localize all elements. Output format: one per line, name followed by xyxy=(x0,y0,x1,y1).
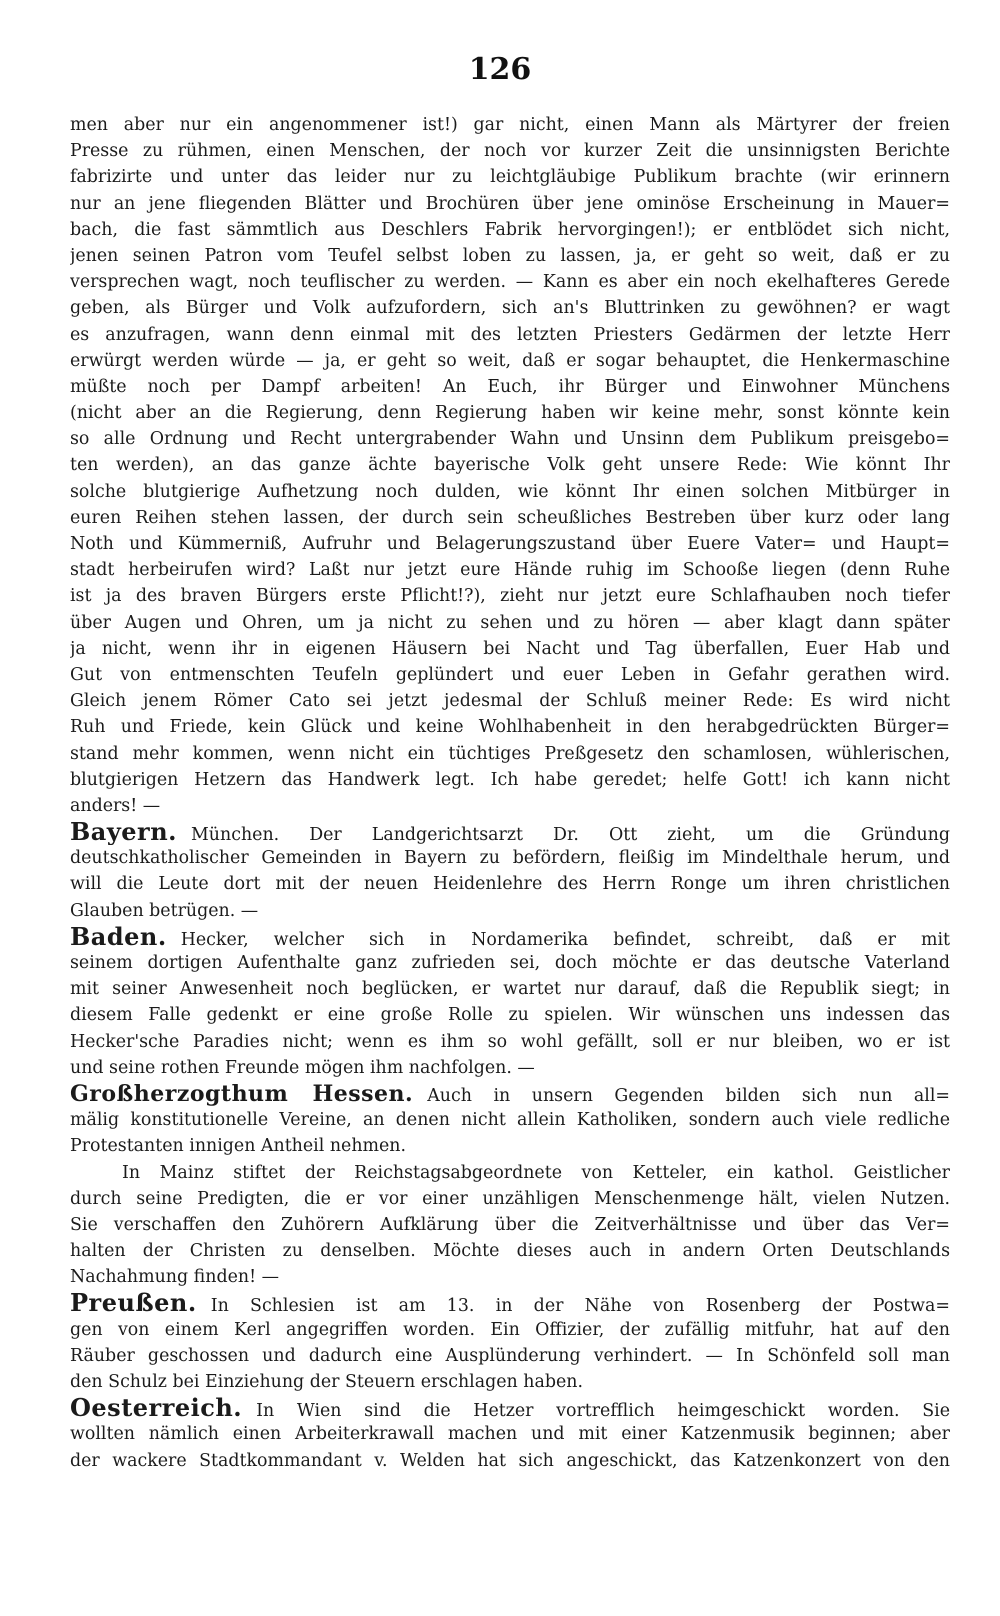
line-text: Hecker, welcher sich in Nordamerika befindet, schreibt, daß er mit xyxy=(180,929,950,950)
text-line xyxy=(70,1421,950,1447)
line-text: Noth und Kümmerniß, Aufruhr und Belagerungszustand über Euere Vater= und Haupt= xyxy=(70,534,950,554)
section-heading: Preußen. xyxy=(70,1290,197,1317)
line-text: solche blutgierige Aufhetzung noch dulden, wie könnt Ihr einen solchen Mitbürger in xyxy=(70,481,950,502)
line-text: ist ja des braven Bürgers erste Pflicht!?), zieht nur jetzt eure Schlafhauben noch tiefer xyxy=(70,586,950,607)
text-line xyxy=(70,138,950,164)
section-heading: Bayern. xyxy=(70,819,177,846)
text-line xyxy=(70,1448,950,1474)
text-line xyxy=(70,374,950,400)
line-text: stadt herbeirufen wird? Laßt nur jetzt eure Hände ruhig im Schooße liegen (denn Ruhe xyxy=(70,560,950,581)
line-text: versprechen wagt, noch teuflischer zu werden. — Kann es aber ein noch ekelhafteres Gerede xyxy=(70,272,950,293)
text-line xyxy=(70,1343,950,1369)
text-line xyxy=(70,1133,950,1159)
line-text: jenen seinen Patron vom Teufel selbst loben zu lassen, ja, er geht so weit, daß er zu xyxy=(70,245,950,266)
line-text: München. Der Landgerichtsarzt Dr. Ott zieht, um die Gründung xyxy=(191,825,950,846)
text-line xyxy=(70,1081,950,1107)
text-line xyxy=(70,112,950,138)
text-line xyxy=(70,348,950,374)
text-line xyxy=(70,164,950,190)
text-line xyxy=(70,636,950,662)
line-text: Gut von entmenschten Teufeln geplündert und euer Leben in Gefahr gerathen wird. xyxy=(70,664,950,685)
text-line xyxy=(70,767,950,793)
text-line xyxy=(70,1029,950,1055)
line-text: bach, die fast sämmtlich aus Deschlers Fabrik hervorgingen!); er entblödet sich nicht, xyxy=(70,219,950,240)
text-line xyxy=(70,583,950,609)
line-text: halten der Christen zu denselben. Möchte dieses auch in andern Orten Deutschlands xyxy=(70,1241,950,1262)
text-line xyxy=(70,976,950,1002)
section-heading: Baden. xyxy=(70,923,167,950)
text-line xyxy=(70,1264,950,1290)
text-line xyxy=(70,819,950,845)
line-text: und seine rothen Freunde mögen ihm nachfolgen. — xyxy=(70,1057,535,1078)
text-line xyxy=(70,505,950,531)
line-text: fabrizirte und unter das leider nur zu leichtgläubige Publikum brachte (wir erinnern xyxy=(70,167,950,188)
line-text: es anzufragen, wann denn einmal mit des letzten Priesters Gedärmen der letzte Herr xyxy=(70,324,950,345)
line-text: In Schlesien ist am 13. in der Nähe von Rosenberg der Postwa= xyxy=(210,1296,950,1317)
line-text: ja nicht, wenn ihr in eigenen Häusern bei Nacht und Tag überfallen, Euer Hab und xyxy=(70,638,950,659)
line-text: Glauben betrügen. — xyxy=(70,900,259,921)
text-line xyxy=(70,1238,950,1264)
line-text: Protestanten innigen Antheil nehmen. xyxy=(70,1136,407,1157)
text-line xyxy=(70,322,950,348)
line-text: Auch in unsern Gegenden bilden sich nun all= xyxy=(427,1085,950,1106)
line-text: Ruh und Friede, kein Glück und keine Wohlhabenheit in den herabgedrückten Bürger= xyxy=(70,717,950,738)
text-line xyxy=(70,400,950,426)
line-text: deutschkatholischer Gemeinden in Bayern zu befördern, fleißig im Mindelthale herum, und xyxy=(70,848,950,869)
line-text: men aber nur ein angenommener ist!) gar nicht, einen Mann als Märtyrer der freien xyxy=(70,115,950,135)
text-line xyxy=(70,531,950,557)
page-number: 126 xyxy=(468,52,532,87)
text-line xyxy=(70,479,950,505)
text-line xyxy=(70,1002,950,1028)
line-text: mit seiner Anwesenheit noch beglücken, er wartet nur darauf, daß die Republik siegt; in xyxy=(70,979,950,1000)
line-text: euren Reihen stehen lassen, der durch sein scheußliches Bestreben über kurz oder lang xyxy=(70,507,950,528)
text-line xyxy=(70,426,950,452)
line-text: durch seine Predigten, die er vor einer unzähligen Menschenmenge hält, vielen Nutzen. xyxy=(70,1188,950,1209)
text-column xyxy=(70,112,950,1474)
line-text: Räuber geschossen und dadurch eine Ausplünderung verhindert. — In Schönfeld soll man xyxy=(70,1345,950,1366)
text-line xyxy=(70,1212,950,1238)
text-line xyxy=(70,1317,950,1343)
text-line xyxy=(70,1290,950,1316)
text-line xyxy=(70,714,950,740)
line-text: stand mehr kommen, wenn nicht ein tüchtiges Preßgesetz den schamlosen, wühlerischen, xyxy=(70,743,950,764)
line-text: Nachahmung finden! — xyxy=(70,1267,279,1288)
line-text: Presse zu rühmen, einen Menschen, der noch vor kurzer Zeit die unsinnigsten Berichte xyxy=(70,141,950,162)
text-line xyxy=(70,610,950,636)
line-text: geben, als Bürger und Volk aufzufordern, sich an's Bluttrinken zu gewöhnen? er wagt xyxy=(70,298,950,319)
line-text: In Mainz stiftet der Reichstagsabgeordnete von Ketteler, ein kathol. Geistlicher xyxy=(122,1162,950,1183)
text-line xyxy=(70,898,950,924)
section-heading: Oesterreich. xyxy=(70,1395,243,1422)
line-text: der wackere Stadtkommandant v. Welden hat sich angeschickt, das Katzenkonzert von den xyxy=(70,1450,950,1471)
text-line xyxy=(70,191,950,217)
line-text: In Wien sind die Hetzer vortrefflich heimgeschickt worden. Sie xyxy=(256,1401,950,1422)
line-text: blutgierigen Hetzern das Handwerk legt. Ich habe geredet; helfe Gott! ich kann nicht xyxy=(70,769,950,790)
text-line xyxy=(70,452,950,478)
line-text: Hecker'sche Paradies nicht; wenn es ihm so wohl gefällt, soll er nur bleiben, wo er ist xyxy=(70,1031,950,1052)
line-text: erwürgt werden würde — ja, er geht so weit, daß er sogar behauptet, die Henkermaschine xyxy=(70,350,950,371)
line-text: müßte noch per Dampf arbeiten! An Euch, ihr Bürger und Einwohner Münchens xyxy=(70,376,950,397)
text-line xyxy=(70,662,950,688)
text-line xyxy=(70,243,950,269)
text-line xyxy=(70,688,950,714)
line-text: diesem Falle gedenkt er eine große Rolle zu spielen. Wir wünschen uns indessen das xyxy=(70,1005,950,1026)
line-text: Gleich jenem Römer Cato sei jetzt jedesmal der Schluß meiner Rede: Es wird nicht xyxy=(70,691,950,712)
section-heading: Großherzogthum Hessen. xyxy=(70,1080,414,1107)
text-line xyxy=(70,741,950,767)
line-text: mälig konstitutionelle Vereine, an denen nicht allein Katholiken, sondern auch viele redliche xyxy=(70,1110,950,1131)
text-line xyxy=(70,269,950,295)
text-line xyxy=(70,1395,950,1421)
text-line xyxy=(70,1107,950,1133)
line-text: ten werden), an das ganze ächte bayerische Volk geht unsere Rede: Wie könnt Ihr xyxy=(70,455,950,476)
line-text: seinem dortigen Aufenthalte ganz zufrieden sei, doch möchte er das deutsche Vaterland xyxy=(70,953,950,973)
line-text: den Schulz bei Einziehung der Steuern erschlagen haben. xyxy=(70,1372,583,1392)
line-text: Sie verschaffen den Zuhörern Aufklärung über die Zeitverhältnisse und über das Ver= xyxy=(70,1214,950,1235)
text-line xyxy=(70,1186,950,1212)
text-line xyxy=(70,793,950,819)
text-line xyxy=(70,924,950,950)
line-text: (nicht aber an die Regierung, denn Regierung haben wir keine mehr, sonst könnte kein xyxy=(70,403,950,424)
text-line xyxy=(70,1369,950,1395)
text-line xyxy=(70,295,950,321)
text-line xyxy=(70,871,950,897)
text-line xyxy=(70,845,950,871)
line-text: anders! — xyxy=(70,795,161,816)
line-text: über Augen und Ohren, um ja nicht zu sehen und zu hören — aber klagt dann später xyxy=(70,612,950,633)
line-text: gen von einem Kerl angegriffen worden. Ein Offizier, der zufällig mitfuhr, hat auf den xyxy=(70,1319,950,1340)
text-line xyxy=(70,557,950,583)
line-text: will die Leute dort mit der neuen Heidenlehre des Herrn Ronge um ihren christlichen xyxy=(70,874,950,895)
line-text: so alle Ordnung und Recht untergrabender Wahn und Unsinn dem Publikum preisgebo= xyxy=(70,429,950,450)
line-text: nur an jene fliegenden Blätter und Brochüren über jene ominöse Erscheinung in Mauer= xyxy=(70,193,950,214)
text-line xyxy=(70,950,950,976)
text-line xyxy=(70,1160,950,1186)
line-text: wollten nämlich einen Arbeiterkrawall machen und mit einer Katzenmusik beginnen; aber xyxy=(70,1424,950,1445)
text-line xyxy=(70,1055,950,1081)
text-line xyxy=(70,217,950,243)
